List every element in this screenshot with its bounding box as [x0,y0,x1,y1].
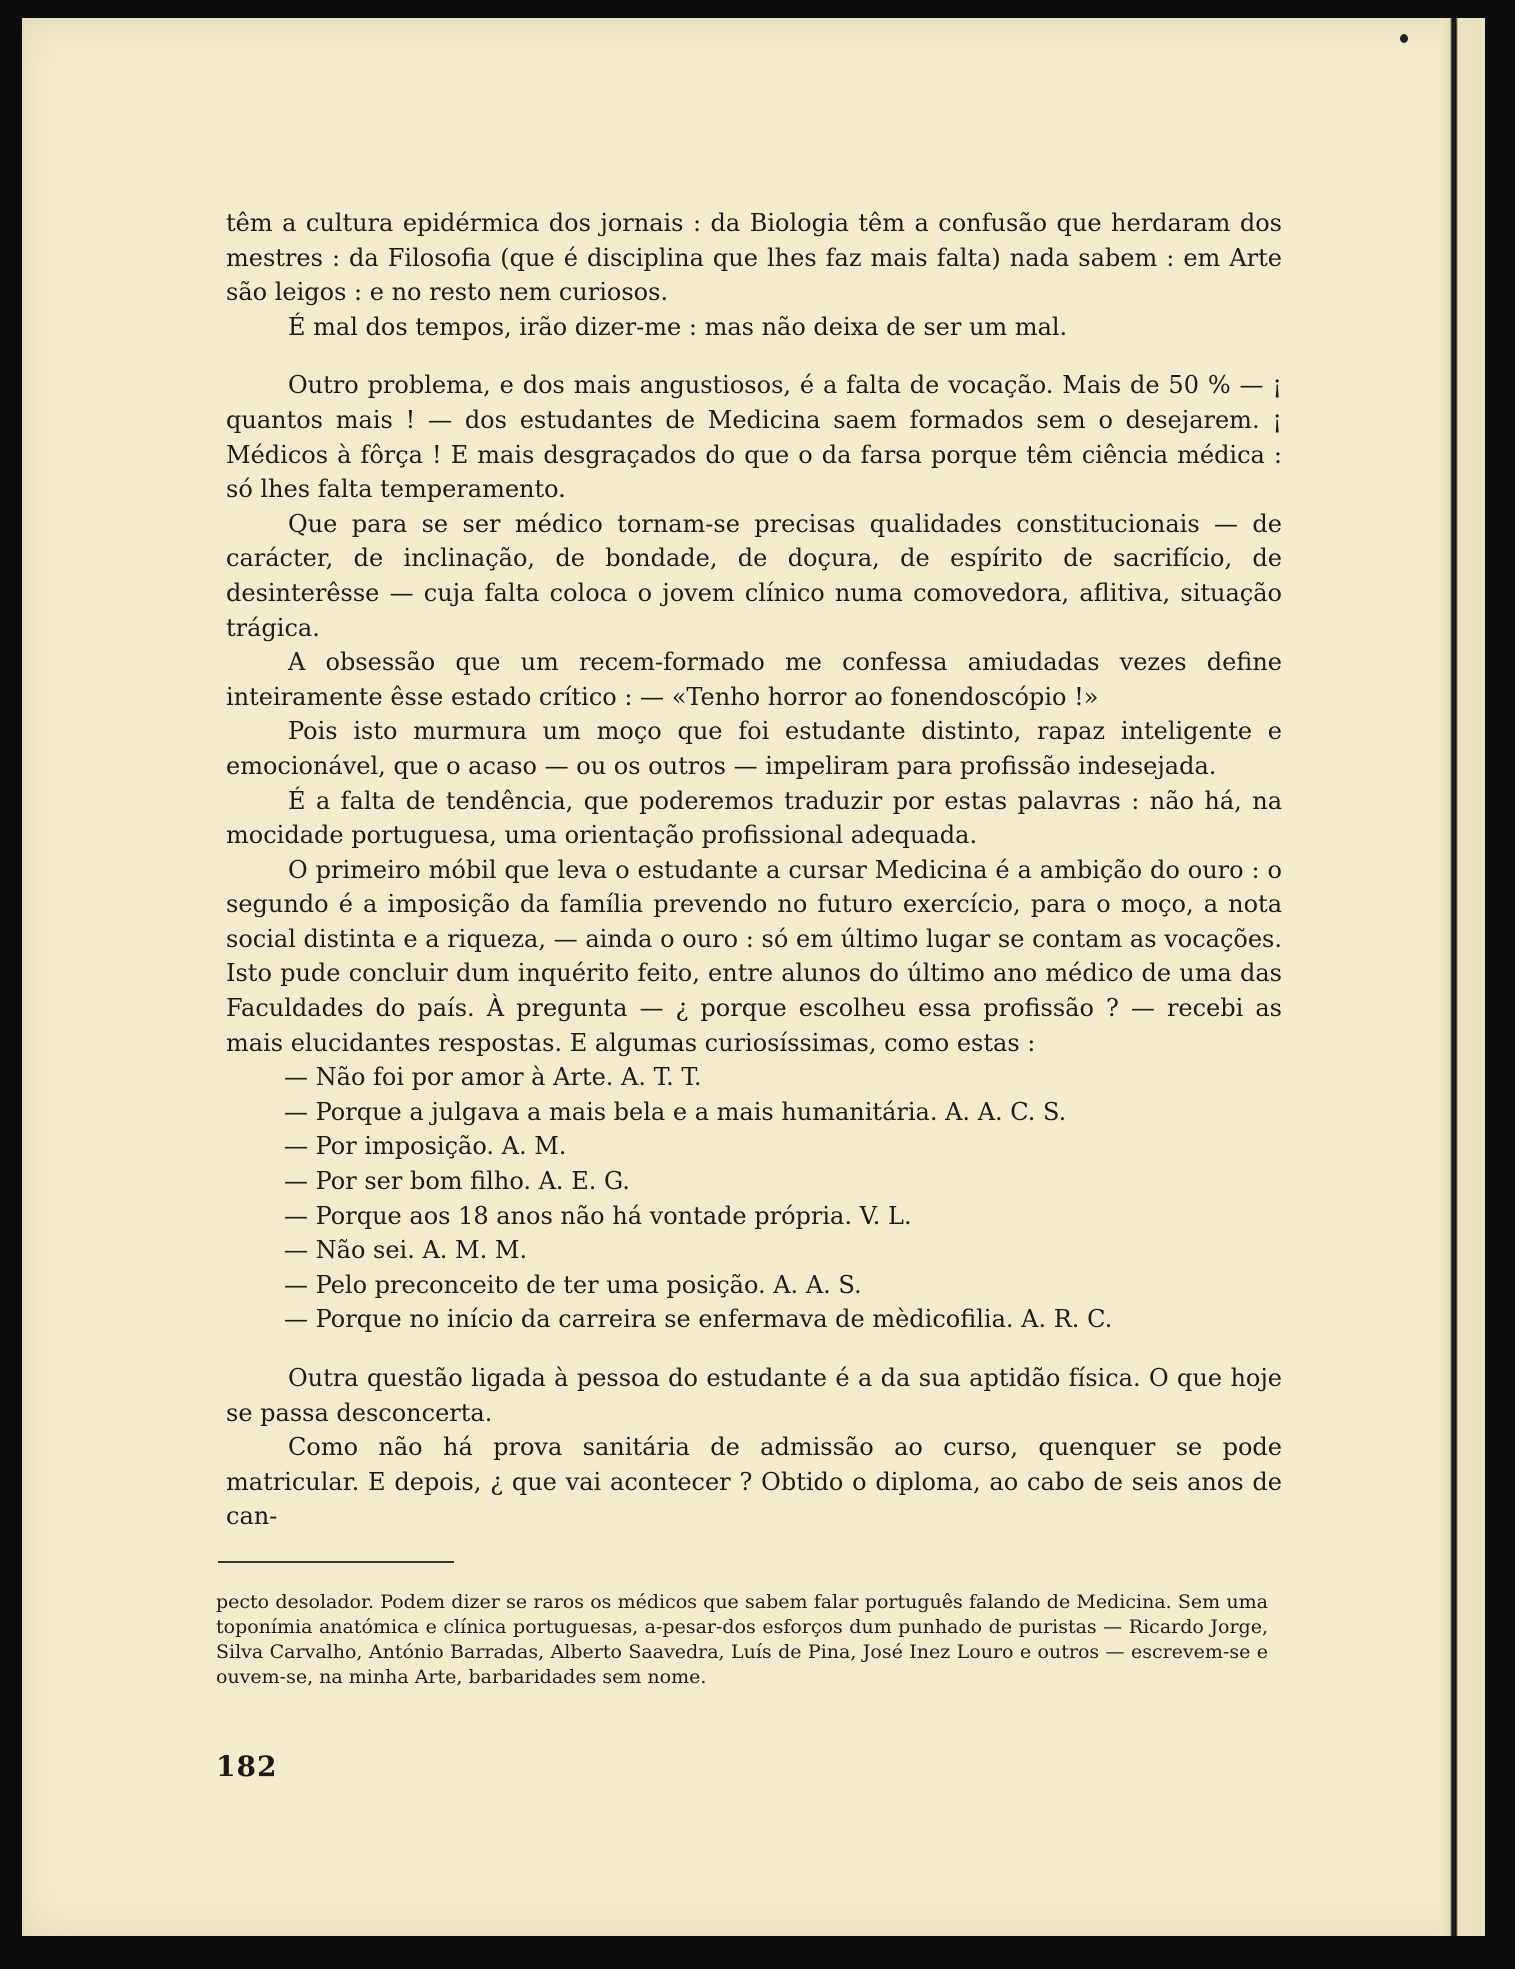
footnote: pecto desolador. Podem dizer se raros os médicos que sabem falar português falando de Medicina. Sem uma toponímia anatómica e clínica portuguesas, a-pesar-dos esforços dum punhado de puristas — Ricardo Jorge, Silva Carvalho, António Barradas, Alberto Saavedra, Luís de Pina, José Inez Louro e outros — escrevem-se e ouvem-se, na minha Arte, barbaridades sem nome. [216,1591,1268,1688]
paragraph: É mal dos tempos, irão dizer-me : mas não deixa de ser um mal. [288,312,1068,341]
paragraph: A obsessão que um recem-formado me confessa amiudadas vezes define inteiramente êsse estado crítico : — «Tenho horror ao fonendoscópio !» [226,648,1282,711]
paragraph: Como não há prova sanitária de admissão ao curso, quenquer se pode matricular. E depois, ¿ que vai acontecer ? Obtido o diploma, ao cabo de seis anos de can- [226,1433,1282,1531]
body-text [226,206,1282,1534]
paragraph: têm a cultura epidérmica dos jornais : da Biologia têm a confusão que herdaram dos mestres : da Filosofia (que é disciplina que lhes faz mais falta) nada sabem : em Arte são leigos : e no resto nem curiosos. [226,209,1282,307]
response-line: — Porque aos 18 anos não há vontade própria. V. L. [284,1201,912,1230]
response-line: — Porque no início da carreira se enfermava de mèdicofilia. A. R. C. [284,1305,1113,1334]
paragraph: É a falta de tendência, que poderemos traduzir por estas palavras : não há, na mocidade portuguesa, uma orientação profissional adequada. [226,786,1282,850]
response-line: — Não foi por amor à Arte. A. T. T. [284,1063,702,1092]
page-edge [1440,18,1485,1936]
response-line: — Por imposição. A. M. [284,1132,567,1161]
response-line: — Pelo preconceito de ter uma posição. A. A. S. [284,1270,862,1299]
response-line: — Não sei. A. M. M. [284,1236,528,1265]
paragraph: O primeiro móbil que leva o estudante a cursar Medicina é a ambição do ouro : o segundo é a imposição da família prevendo no futuro exercício, para o moço, a nota social distinta e a riqueza, — ainda o ouro : só em último lugar se contam as vocações. Isto pude concluir dum inquérito feito, entre alunos do último ano médico de uma das Faculdades do país. À pregunta — ¿ porque escolheu essa profissão ? — recebi as mais elucidantes respostas. E algumas curiosíssimas, como estas : [226,855,1282,1057]
paragraph: Que para se ser médico tornam-se precisas qualidades constitucionais — de carácter, de inclinação, de bondade, de doçura, de espírito de sacrifício, de desinterêsse — cuja falta coloca o jovem clínico numa comovedora, aflitiva, situação trágica. [226,509,1282,642]
section-gap [226,1337,1282,1361]
response-line: — Por ser bom filho. A. E. G. [284,1167,630,1196]
paragraph: Outro problema, e dos mais angustiosos, é a falta de vocação. Mais de 50 % — ¡ quantos mais ! — dos estudantes de Medicina saem formados sem o desejarem. ¡ Médicos à fôrça ! E mais desgraçados do que o da farsa porque têm ciência médica : só lhes falta temperamento. [226,371,1282,504]
footnote-divider [218,1561,454,1563]
paragraph: Outra questão ligada à pessoa do estudante é a da sua aptidão física. O que hoje se passa desconcerta. [226,1364,1282,1427]
ink-dot [1400,34,1408,43]
section-gap [226,344,1282,368]
paragraph: Pois isto murmura um moço que foi estudante distinto, rapaz inteligente e emocionável, que o acaso — ou os outros — impeliram para profissão indesejada. [226,717,1282,780]
response-line: — Porque a julgava a mais bela e a mais humanitária. A. A. C. S. [284,1097,1067,1126]
page-number: 182 [216,1750,278,1783]
